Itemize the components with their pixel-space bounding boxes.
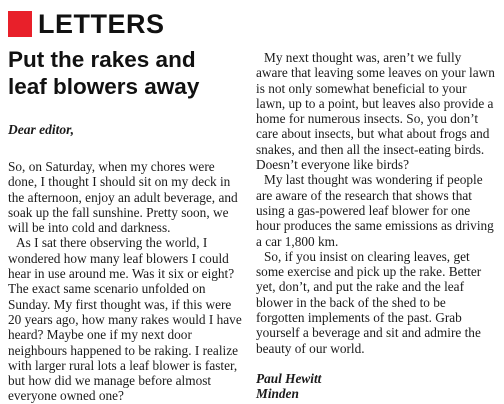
salutation: Dear editor, xyxy=(8,122,74,137)
section-color-block xyxy=(8,11,32,37)
paragraph: As I sat there observing the world, I wondered how many leaf blowers I could hear in use around me. Was it six or eight? The exact same scenario unfolded on Sunday. My first thought was, if this were 20 years ago, how many rakes would I have heard? Maybe one if my next door neighbours happened to be raking. I realize with larger rural lots a leaf blower is faster, but how did we manage before almost everyone owned one? xyxy=(8,235,242,404)
paragraph: My next thought was, aren’t we fully aware that leaving some leaves on your lawn is not only somewhat beneficial to your lawn, up to a point, but leaves also provide a home for numerous insects. So, you don’t care about insects, but what about frogs and snakes, and then all the insect-eating birds. Doesn’t everyone like birds? xyxy=(256,50,495,173)
section-label: LETTERS xyxy=(38,8,165,39)
author-name: Paul Hewitt xyxy=(256,370,322,386)
author-location: Minden xyxy=(256,386,299,402)
headline xyxy=(8,46,243,100)
headline-line-2: leaf blowers away xyxy=(8,74,200,99)
body-column-1 xyxy=(8,159,244,404)
body-column-2 xyxy=(256,50,496,402)
paragraph: So, if you insist on clearing leaves, get some exercise and pick up the rake. Better yet, don’t, and put the rake and the leaf blower in the back of the shed to be forgotten implements of the past. Grab yourself a beverage and sit and admire the beauty of our world. xyxy=(256,248,482,356)
section-header xyxy=(8,9,165,39)
paragraph: My last thought was wondering if people are aware of the research that shows that using a gas-powered leaf blower for one hour produces the same emissions as driving a car 1,800 km. xyxy=(256,172,494,249)
headline-line-1: Put the rakes and xyxy=(8,47,196,72)
signature xyxy=(256,371,496,402)
paragraph: So, on Saturday, when my chores were done, I thought I should sit on my deck in the afternoon, enjoy an adult beverage, and soak up the fall sunshine. Pretty soon, we will be into cold and darkness. xyxy=(8,159,238,236)
